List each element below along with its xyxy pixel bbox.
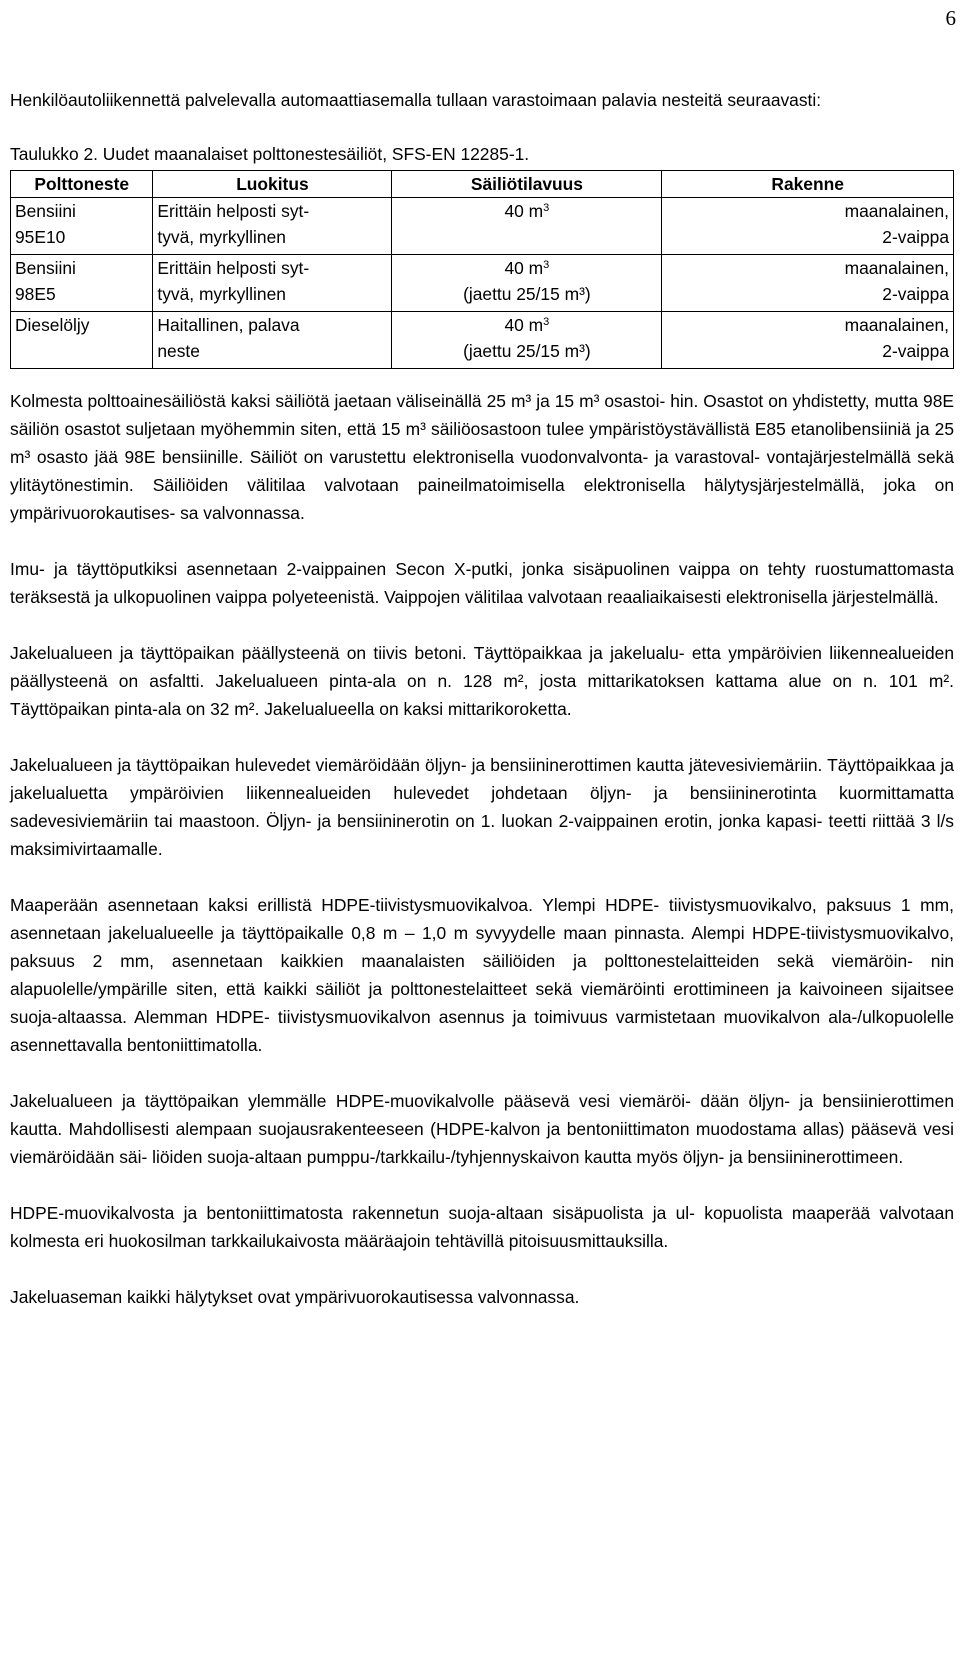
cell-class: Erittäin helposti syt- tyvä, myrkyllinen [153,198,392,255]
cell-volume: 40 $m^3$ (jaettu 25/15 m³) [392,312,662,369]
fuel-tank-table [10,170,954,369]
table-row [11,255,954,312]
cell-structure: maanalainen, 2-vaippa [662,198,954,255]
header-class: Luokitus [153,171,392,198]
header-fuel: Polttoneste [11,171,153,198]
page-number: 6 [945,6,956,30]
header-structure: Rakenne [662,171,954,198]
table-caption: Taulukko 2. Uudet maanalaiset polttonestesäiliöt, SFS-EN 12285-1. [10,144,530,164]
cell-fuel: Dieselöljy [11,312,153,369]
cell-volume: 40 $m^3$ (jaettu 25/15 m³) [392,255,662,312]
table-row [11,312,954,369]
monitoring-paragraph: HDPE-muovikalvosta ja bentoniittimatosta rakennetun suoja-altaan sisäpuolista ja ul- kopuolista maaperää valvotaan kolmesta eri huokosilman tarkkailukaivosta määräajoin tehtävillä pitoisuusmittauksilla. [10,1203,954,1251]
piping-paragraph: Imu- ja täyttöputkiksi asennetaan 2-vaippainen Secon X-putki, jonka sisäpuolinen vaippa on tehty ruostumattomasta teräksestä ja ulkopuolinen vaippa polyeteenistä. Vaippojen välitilaa valvotaan reaaliaikaisesti elektronisella järjestelmällä. [10,559,954,607]
stormwater-paragraph: Jakelualueen ja täyttöpaikan hulevedet viemäröidään öljyn- ja bensiininerottimen kautta jätevesiviemäriin. Täyttöpaikkaa ja jakelualuetta ympäröivien liikennealueiden hulevedet johdetaan öljyn- ja bensiininerotinta kuormittamatta sadevesiviemäriin tai maastoon. Öljyn- ja bensiininerotin on 1. luokan 2-vaippainen erotin, jonka kapasi- teetti riittää 3 l/s maksimivirtaamalle. [10,755,954,859]
intro-paragraph: Henkilöautoliikennettä palvelevalla automaattiasemalla tullaan varastoimaan palavia nesteitä seuraavasti: [10,90,822,110]
cell-fuel: Bensiini 95E10 [11,198,153,255]
alarms-paragraph: Jakeluaseman kaikki hälytykset ovat ympärivuorokautisessa valvonnassa. [10,1287,580,1307]
cell-class: Haitallinen, palava neste [153,312,392,369]
hdpe-membrane-paragraph: Maaperään asennetaan kaksi erillistä HDPE-tiivistysmuovikalvoa. Ylempi HDPE- tiivistysmuovikalvo, paksuus 1 mm, asennetaan jakelualueelle ja täyttöpaikalle 0,8 m – 1,0 m syvyydelle maan pinnasta. Alempi HDPE-tiivistysmuovikalvo, paksuus 2 mm, asennetaan kaikkien maanalaisten säiliöiden ja polttonestelaitteiden sekä viemäröin- nin alapuolelle/ympärille siten, että kaikki säiliöt ja polttonestelaitteet sekä viemäröinti erottimineen ja kaivoineen sijaitsee suoja-altaassa. Alemman HDPE- tiivistysmuovikalvon asennus ja toimivuus varmistetaan muovikalvon ala-/ulkopuolelle asennettavalla bentoniittimatolla. [10,895,954,1055]
table-row [11,198,954,255]
cell-class: Erittäin helposti syt- tyvä, myrkyllinen [153,255,392,312]
document-body [10,86,954,1311]
cell-fuel: Bensiini 98E5 [11,255,153,312]
surfacing-paragraph: Jakelualueen ja täyttöpaikan päällysteenä on tiivis betoni. Täyttöpaikkaa ja jakelualu- etta ympäröivien liikennealueiden päällysteenä on asfaltti. Jakelualueen pinta-ala on n. 128 m², josta mittarikatoksen kattama alue on n. 101 m². Täyttöpaikan pinta-ala on 32 m². Jakelualueella on kaksi mittarikoroketta. [10,643,954,719]
cell-structure: maanalainen, 2-vaippa [662,312,954,369]
header-volume: Säiliötilavuus [392,171,662,198]
table-header-row [11,171,954,198]
cell-structure: maanalainen, 2-vaippa [662,255,954,312]
drainage-paragraph: Jakelualueen ja täyttöpaikan ylemmälle HDPE-muovikalvolle pääsevä vesi viemäröi- dään öljyn- ja bensiinierottimen kautta. Mahdollisesti alempaan suojausrakenteeseen (HDPE-kalvon ja bentoniittimaton muodostama allas) pääsevä vesi viemäröidään säi- liöiden suoja-altaan pumppu-/tarkkailu-/tyhjennyskaivon kautta myös öljyn- ja bensiininerottimeen. [10,1091,954,1167]
cell-volume: 40 $m^3$ [392,198,662,255]
tank-compartments-paragraph: Kolmesta polttoainesäiliöstä kaksi säiliötä jaetaan väliseinällä 25 m³ ja 15 m³ osastoi- hin. Osastot on yhdistetty, mutta 98E säiliön osastot suljetaan myöhemmin siten, että 15 m³ säiliöosastoon tulee ympäristöystävällistä E85 etanolibensiiniä ja 25 m³ osasto jää 98E bensiinille. Säiliöt on varustettu elektronisella vuodonvalvonta- ja varastoval- vontajärjestelmällä sekä ylitäytönestimin. Säiliöiden välitilaa valvotaan paineilmatoimisella elektronisella hälytysjärjestelmällä, joka on ympärivuorokautises- sa valvonnassa. [10,391,954,523]
